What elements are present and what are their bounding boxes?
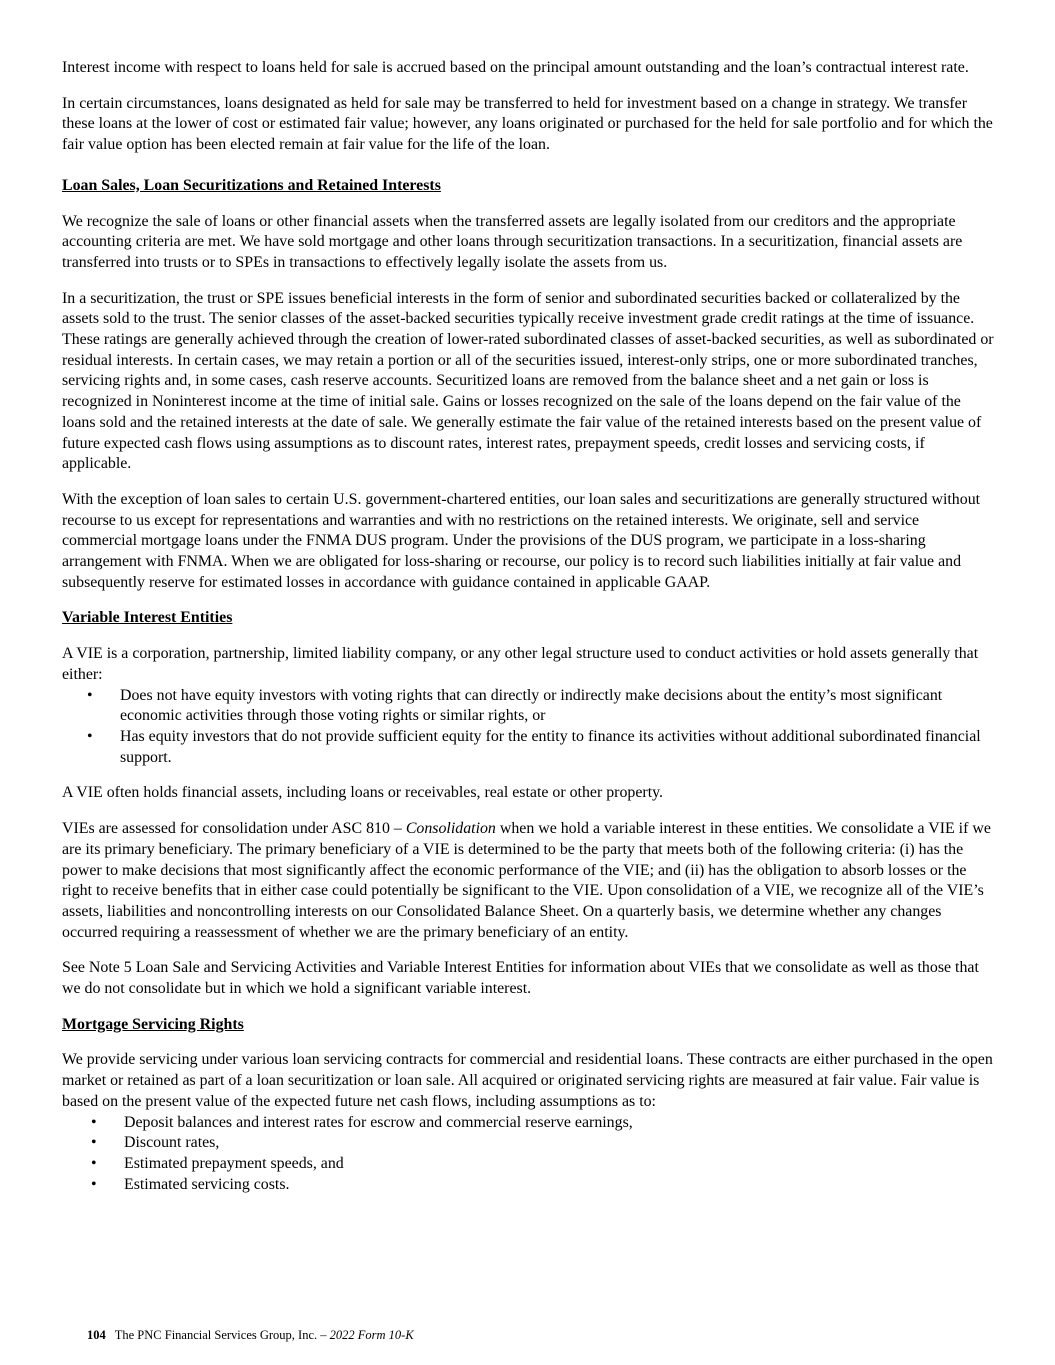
- bullet-icon: •: [91, 1113, 97, 1131]
- heading-vie: Variable Interest Entities: [62, 609, 233, 627]
- paragraph-vie-holdings: A VIE often holds financial assets, including loans or receivables, real estate or other property.: [62, 784, 664, 802]
- paragraph-loan-sales-2: In a securitization, the trust or SPE issues beneficial interests in the form of senior and subordinated securities backed or collateralized by the assets sold to the trust. The senior classes of the asset-backed securities typically receive investment grade credit ratings at the time of issuance. These ratings are generally achieved through the creation of lower-rated subordinated classes of asset-backed securities, as well as subordinated or residual interests. In certain cases, we may retain a portion or all of the securities issued, interest-only strips, one or more subordinated tranches, servicing rights and, in some cases, cash reserve accounts. Securitized loans are removed from the balance sheet and a net gain or loss is recognized in Noninterest income at the time of initial sale. Gains or losses recognized on the sale of the loans depend on the fair value of the loans sold and the retained interests at the date of sale. We generally estimate the fair value of the retained interests based on the present value of future expected cash flows using assumptions as to discount rates, interest rates, prepayment speeds, credit losses and servicing costs, if applicable.: [62, 289, 994, 473]
- footer-form: 2022 Form 10-K: [329, 1328, 414, 1342]
- list-item-text: Discount rates,: [124, 1134, 220, 1152]
- bullet-icon: •: [91, 1134, 97, 1152]
- heading-loan-sales: Loan Sales, Loan Securitizations and Retained Interests: [62, 176, 441, 194]
- paragraph-loan-sales-3: With the exception of loan sales to certain U.S. government-chartered entities, our loan sales and securitizations are generally structured without recourse to us except for representations and warranties and with no restrictions on the retained interests. We originate, sell and service commercial mortgage loans under the FNMA DUS program. Under the provisions of the DUS program, we participate in a loss-sharing arrangement with FNMA. When we are obligated for loss-sharing or recourse, our policy is to record such liabilities initially at fair value and subsequently reserve for estimated losses in accordance with guidance contained in applicable GAAP.: [62, 490, 981, 591]
- list-item: [62, 1154, 994, 1175]
- footer-company: The PNC Financial Services Group, Inc. –: [114, 1328, 330, 1342]
- paragraph-vie-intro: A VIE is a corporation, partnership, limited liability company, or any other legal structure used to conduct activities or hold assets generally that either:: [62, 645, 979, 683]
- list-item-text: Has equity investors that do not provide sufficient equity for the entity to finance its activities without additional subordinated financial support.: [120, 727, 981, 766]
- vie-consolidation-italic: Consolidation: [405, 820, 496, 838]
- document-body: [62, 58, 994, 1210]
- page-number: 104: [87, 1328, 106, 1342]
- msr-bullet-list: [62, 1113, 994, 1196]
- list-item: [62, 727, 994, 768]
- bullet-icon: •: [91, 1154, 97, 1172]
- paragraph-loan-sales-1: We recognize the sale of loans or other financial assets when the transferred assets are legally isolated from our creditors and the appropriate accounting criteria are met. We have sold mortgage and other loans through securitization transactions. In a securitization, financial assets are transferred into trusts or to SPEs in transactions to effectively legally isolate the assets from us.: [62, 212, 963, 271]
- bullet-icon: •: [87, 686, 93, 704]
- list-item-text: Estimated servicing costs.: [124, 1175, 290, 1193]
- paragraph-transfer-held-for-investment: In certain circumstances, loans designated as held for sale may be transferred to held for investment based on a change in strategy. We transfer these loans at the lower of cost or estimated fair value; however, any loans originated or purchased for the held for sale portfolio and for which the fair value option has been elected remain at fair value for the life of the loan.: [62, 94, 993, 154]
- list-item-text: Deposit balances and interest rates for escrow and commercial reserve earnings,: [124, 1113, 633, 1131]
- paragraph-interest-income: Interest income with respect to loans held for sale is accrued based on the principal amount outstanding and the loan’s contractual interest rate.: [62, 59, 969, 76]
- paragraph-vie-consolidation: [62, 819, 994, 943]
- heading-msr: Mortgage Servicing Rights: [62, 1015, 244, 1033]
- list-item: [62, 1113, 994, 1134]
- list-item-text: Does not have equity investors with voting rights that can directly or indirectly make decisions about the entity’s most significant economic activities through those voting rights or similar rights, or: [120, 686, 943, 725]
- vie-consolidation-text-b: when we hold a variable interest in these entities. We consolidate a VIE if we are its primary beneficiary. The primary beneficiary of a VIE is determined to be the party that meets both of the following criteria: (i) has the power to make decisions that most significantly affect the economic performance of the VIE; and (ii) has the obligation to absorb losses or the right to receive benefits that in either case could potentially be significant to the VIE. Upon consolidation of a VIE, we recognize all of the VIE’s assets, liabilities and noncontrolling interests on our Consolidated Balance Sheet. On a quarterly basis, we determine whether any changes occurred requiring a reassessment of whether we are the primary beneficiary of an entity.: [62, 820, 991, 941]
- bullet-icon: •: [87, 727, 93, 745]
- list-item: [62, 1175, 994, 1196]
- list-item: [62, 686, 994, 727]
- page-footer: [87, 1327, 414, 1343]
- paragraph-vie-see-note: See Note 5 Loan Sale and Servicing Activities and Variable Interest Entities for information about VIEs that we consolidate as well as those that we do not consolidate but in which we hold a significant variable interest.: [62, 959, 979, 998]
- vie-consolidation-text-a: VIEs are assessed for consolidation under ASC 810 –: [62, 820, 406, 838]
- bullet-icon: •: [91, 1175, 97, 1193]
- paragraph-msr: We provide servicing under various loan servicing contracts for commercial and residential loans. These contracts are either purchased in the open market or retained as part of a loan securitization or loan sale. All acquired or originated servicing rights are measured at fair value. Fair value is based on the present value of the expected future net cash flows, including assumptions as to:: [62, 1051, 993, 1110]
- list-item: [62, 1133, 994, 1154]
- vie-bullet-list: [62, 686, 994, 769]
- list-item-text: Estimated prepayment speeds, and: [124, 1154, 344, 1172]
